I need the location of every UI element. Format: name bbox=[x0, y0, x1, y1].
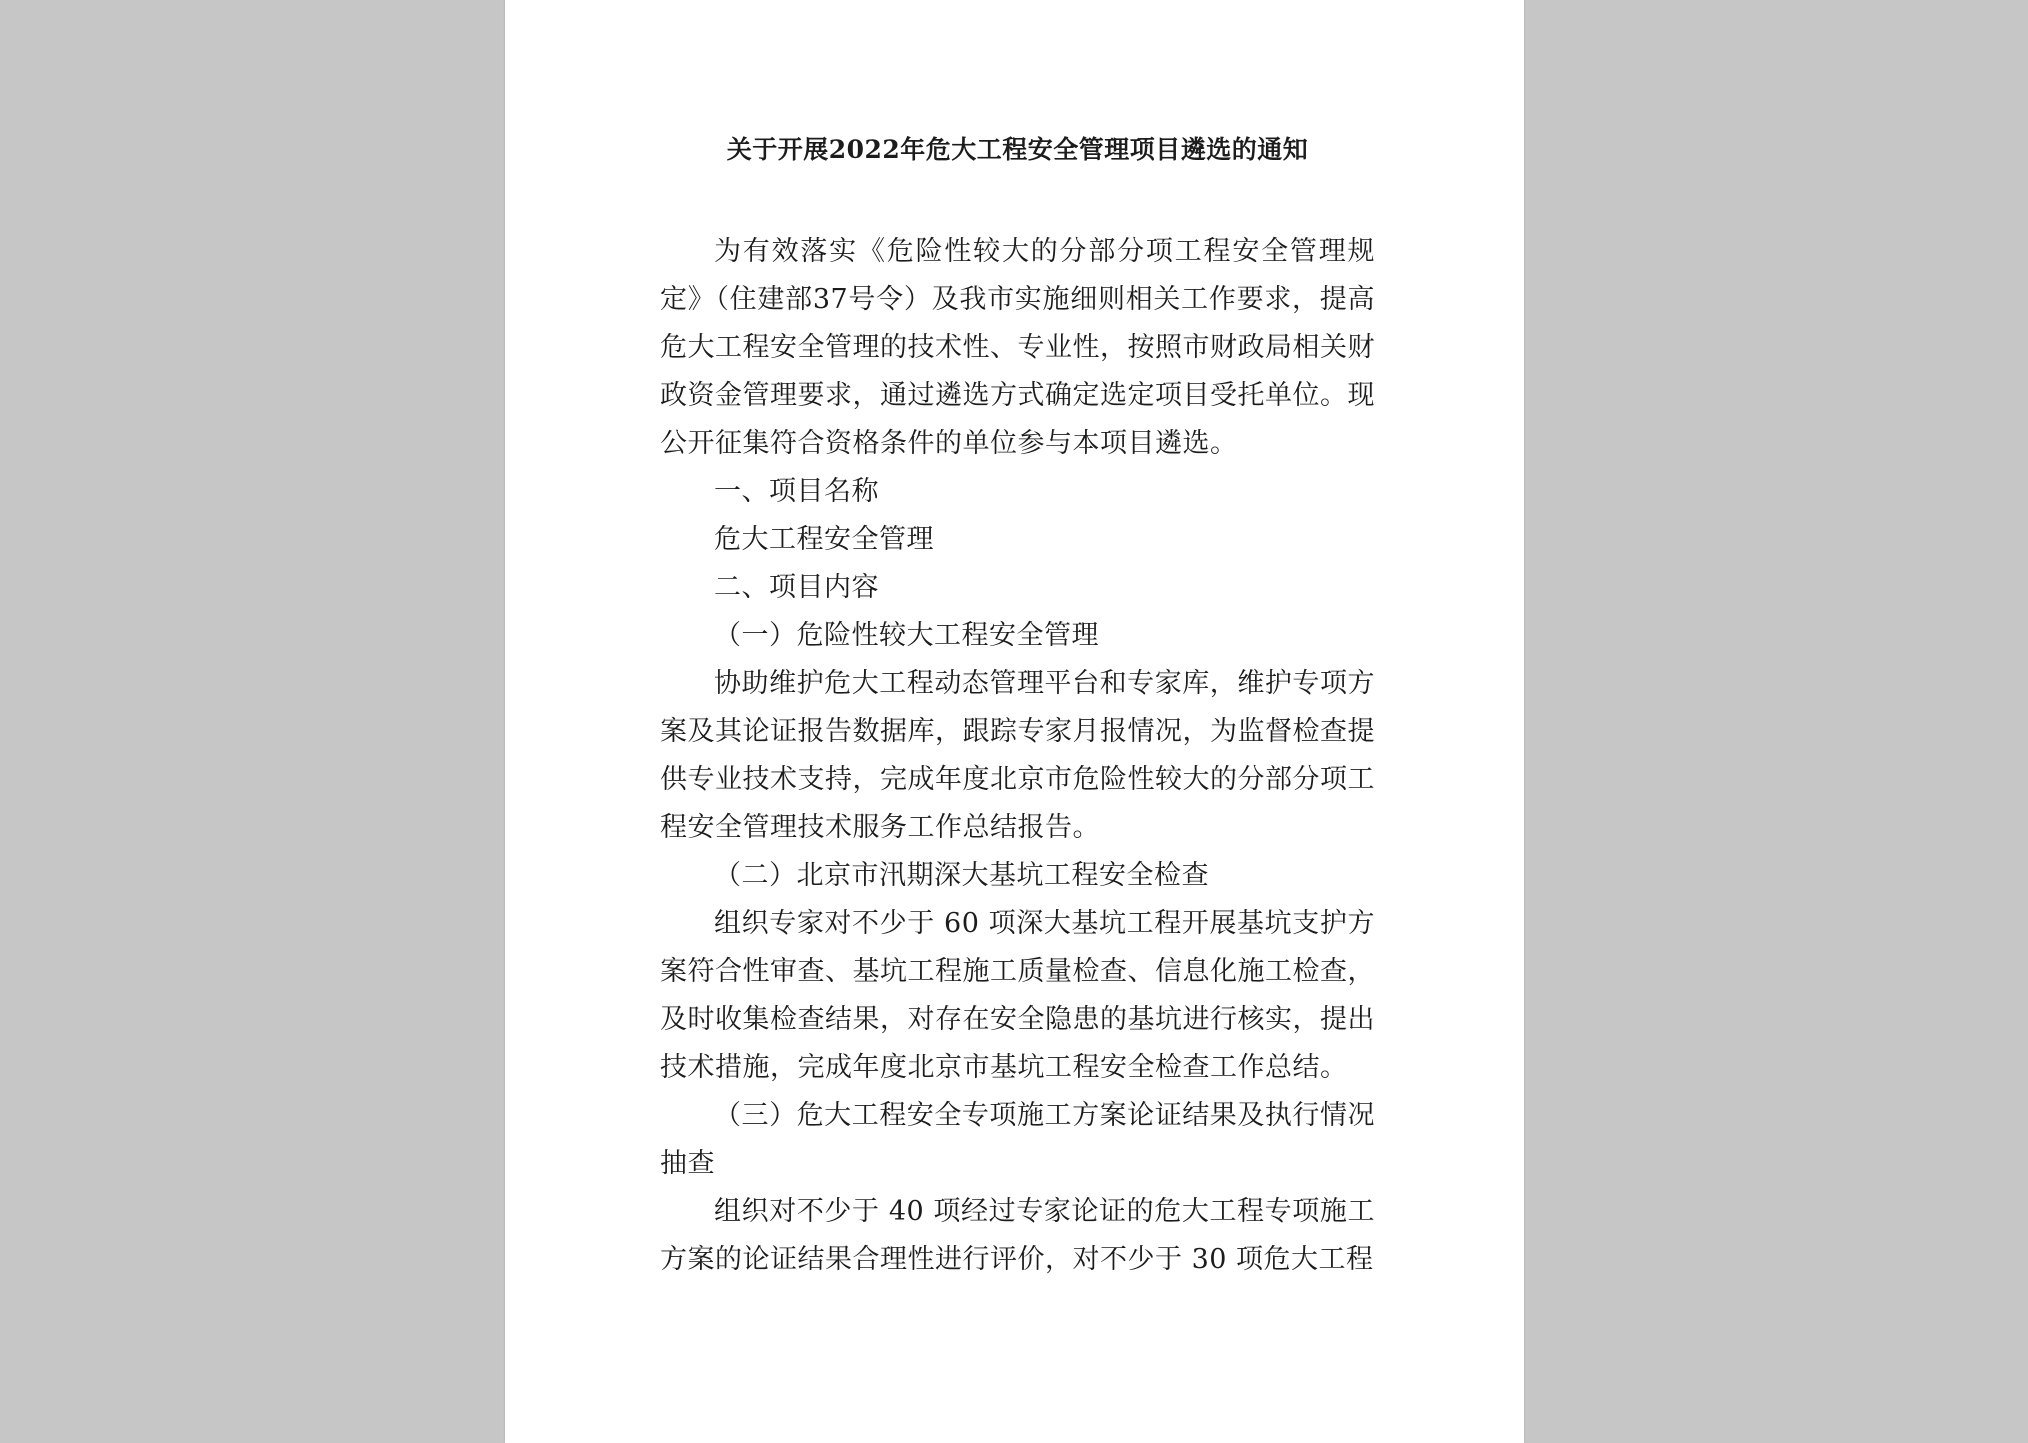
page-content bbox=[660, 130, 1375, 1284]
paragraph-subsection-1: 协助维护危大工程动态管理平台和专家库，维护专项方案及其论证报告数据库，跟踪专家月报情况，为监督检查提供专业技术支持，完成年度北京市危险性较大的分部分项工程安全管理技术服务工作总结报告。 bbox=[660, 668, 1375, 843]
section-heading-project-name: 一、项目名称 bbox=[714, 476, 879, 507]
paragraph-project-name: 危大工程安全管理 bbox=[714, 524, 934, 555]
section-heading-project-content: 二、项目内容 bbox=[714, 572, 879, 603]
paragraph-subsection-2: 组织专家对不少于 60 项深大基坑工程开展基坑支护方案符合性审查、基坑工程施工质量检查、信息化施工检查，及时收集检查结果，对存在安全隐患的基坑进行核实，提出技术措施，完成年度北京市基坑工程安全检查工作总结。 bbox=[660, 908, 1375, 1083]
paragraph-intro: 为有效落实《危险性较大的分部分项工程安全管理规定》（住建部37号令）及我市实施细则相关工作要求，提高危大工程安全管理的技术性、专业性，按照市财政局相关财政资金管理要求，通过遴选方式确定选定项目受托单位。现公开征集符合资格条件的单位参与本项目遴选。 bbox=[660, 236, 1375, 459]
subsection-heading-2: （二）北京市汛期深大基坑工程安全检查 bbox=[714, 860, 1209, 891]
subsection-heading-1: （一）危险性较大工程安全管理 bbox=[714, 620, 1099, 651]
paragraph-subsection-3: 组织对不少于 40 项经过专家论证的危大工程专项施工方案的论证结果合理性进行评价，对不少于 30 项危大工程 bbox=[660, 1196, 1375, 1275]
document-page bbox=[505, 0, 1524, 1443]
document-title: 关于开展2022年危大工程安全管理项目遴选的通知 bbox=[726, 135, 1309, 164]
subsection-heading-3: （三）危大工程安全专项施工方案论证结果及执行情况抽查 bbox=[660, 1100, 1375, 1179]
